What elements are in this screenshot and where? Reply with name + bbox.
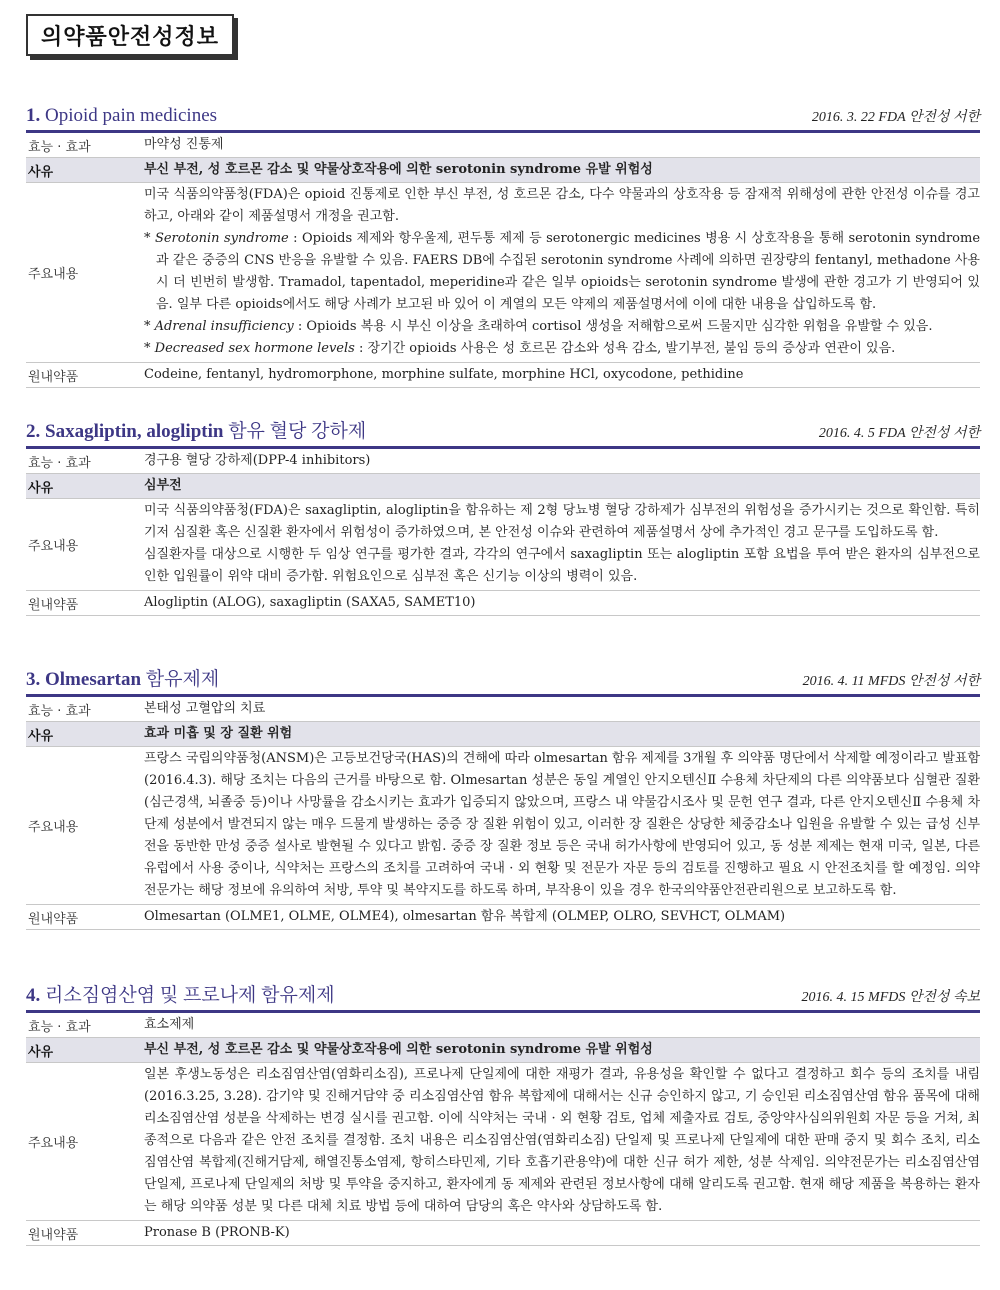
- reason-label: 사유: [28, 164, 54, 180]
- section-header: [26, 420, 980, 449]
- content-intro: 미국 식품의약품청(FDA)은 opioid 진통제로 인한 부신 부전, 성 호르몬 감소, 다수 약물과의 상호작용 등 잠재적 위해성에 관한 안전성 이슈를 경고하고, 아래와 같이 제품설명서 개정을 권고함.: [144, 187, 980, 224]
- efficacy-row: [26, 697, 980, 722]
- bullet-mark: *: [144, 341, 155, 356]
- bullet-term: Adrenal insufficiency: [154, 319, 294, 334]
- content-bullet: [144, 316, 980, 338]
- reason-label: 사유: [28, 728, 54, 744]
- efficacy-row: [26, 449, 980, 474]
- efficacy-row: [26, 1013, 980, 1038]
- bullet-text: : Opioids 제제와 항우울제, 편두통 제제 등 serotonergic medicines 병용 시 상호작용을 통해 serotonin syndrome과 같은 중증의 CNS 반응을 유발할 수 있음. FAERS DB에 수집된 serotonin syndrome 사례에 의하면 권장량의 fentanyl, methadone 사용 시 더 빈번히 발생함. Tramadol, tapentadol, meperidine과 같은 일부 opioids는 serotonin syndrome 발생에 관한 경고가 기 반영되어 있음. 일부 다른 opioids에서도 해당 사례가 보고된 바 있어 이 계열의 모든 약제의 제품설명서에 이에 대한 내용을 삽입하도록 함.: [156, 231, 981, 312]
- content-intro: 프랑스 국립의약품청(ANSM)은 고등보건당국(HAS)의 견해에 따라 olmesartan 함유 제제를 3개월 후 의약품 명단에서 삭제할 예정이라고 발표함(2016.4.3). 해당 조치는 다음의 근거를 바탕으로 함. Olmesartan 성분은 동일 계열인 안지오텐신Ⅱ 수용체 차단제의 다른 의약품보다 심혈관 질환(심근경색, 뇌졸중 등)이나 사망률을 감소시키는 효과가 입증되지 않았으며, 프랑스 내 약물감시조사 및 문헌 연구 결과, 다른 안지오텐신Ⅱ 수용체 차단제 성분에서 발견되지 않는 매우 드물게 발생하는 중증 장 질환 위험이 있고, 이러한 장 질환은 상당한 체중감소나 입원을 유발할 수 있는 급성 신부전을 동반한 만성 중증 설사로 발현될 수 있다고 밝힘. 중증 장 질환 정보 등은 국내 허가사항에 반영되어 있고, 동 성분 제제는 현재 미국, 일본, 다른 유럽에서 사용 중이나, 식약처는 프랑스의 조치를 고려하여 국내 · 외 현황 및 전문가 자문 등의 검토를 진행하고 필요 시 안전조치를 할 예정임. 의약전문가는 해당 정보에 유의하여 처방, 투약 및 복약지도를 하도록 하며, 부작용이 있을 경우 한국의약품안전관리원으로 보고하도록 함.: [144, 751, 980, 898]
- drugs-row: [26, 363, 980, 388]
- efficacy-value: 마약성 진통제: [144, 137, 224, 152]
- drugs-row: [26, 1221, 980, 1246]
- drugs-label: 원내약품: [28, 1227, 79, 1243]
- section-header: [26, 668, 980, 697]
- reason-row: [26, 474, 980, 499]
- content-label: 주요내용: [28, 820, 79, 835]
- content-value: [144, 1063, 980, 1220]
- section-title-text: 리소짐염산염 및 프로나제 함유제제: [45, 985, 335, 1006]
- bullet-text: : 장기간 opioids 사용은 성 호르몬 감소와 성욕 감소, 발기부전, 불임 등의 증상과 연관이 있음.: [354, 341, 896, 356]
- content-value: [144, 499, 980, 590]
- section-number: 1.: [26, 105, 41, 126]
- content-row: [26, 747, 980, 905]
- section-opioid: [26, 104, 980, 388]
- efficacy-value: 본태성 고혈압의 치료: [144, 701, 266, 716]
- content-value: [144, 747, 980, 904]
- section-title-bold: Olmesartan: [45, 669, 142, 690]
- section-title-bold: Saxagliptin, alogliptin: [45, 421, 224, 442]
- bullet-term: Serotonin syndrome: [154, 231, 289, 246]
- reason-value: 부신 부전, 성 호르몬 감소 및 약물상호작용에 의한 serotonin syndrome 유발 위험성: [144, 162, 653, 177]
- drugs-row: [26, 591, 980, 616]
- section-title-text: Opioid pain medicines: [45, 105, 218, 126]
- reason-row: [26, 722, 980, 747]
- drugs-label: 원내약품: [28, 911, 79, 927]
- reason-value: 부신 부전, 성 호르몬 감소 및 약물상호작용에 의한 serotonin syndrome 유발 위험성: [144, 1042, 653, 1057]
- page-title: 의약품안전성정보: [26, 14, 234, 56]
- section-date: 2016. 4. 15 MFDS 안전성 속보: [801, 990, 980, 1005]
- reason-value: 심부전: [144, 478, 182, 493]
- efficacy-value: 효소제제: [144, 1017, 195, 1032]
- reason-value: 효과 미흡 및 장 질환 위험: [144, 726, 293, 741]
- content-intro: 미국 식품의약품청(FDA)은 saxagliptin, alogliptin을 함유하는 제 2형 당뇨병 혈당 강하제가 심부전의 위험성을 증가시키는 것으로 확인함. 특히 기저 심질환 혹은 신질환 환자에서 위험성이 증가하였으며, 본 안전성 이슈와 관련하여 제품설명서 상에 추가적인 경고 문구를 도입하도록 함.: [144, 503, 980, 540]
- content-intro: 일본 후생노동성은 리소짐염산염(염화리소짐), 프로나제 단일제에 대한 재평가 결과, 유용성을 확인할 수 없다고 결정하고 회수 등의 조치를 내림(2016.3.25, 3.28). 감기약 및 진해거담약 중 리소짐염산염 함유 복합제에 대해서는 신규 승인하지 않고, 기 승인된 리소짐염산염 함유 품목에 대해 리소짐염산염 성분을 삭제하는 변경 실시를 권고함. 이에 식약처는 국내 · 외 현황 검토, 업체 제출자료 검토, 중앙약사심의위원회 자문 등을 거쳐, 최종적으로 다음과 같은 안전 조치를 결정함. 조치 내용은 리소짐염산염(염화리소짐) 단일제 및 프로나제 단일제에 대한 판매 중지 및 회수 조치, 리소짐염산염 복합제(진해거담제, 해열진통소염제, 항히스타민제, 기타 호흡기관용약)에 대한 신규 허가 제한, 성분 삭제임. 의약전문가는 리소짐염산염 단일제, 프로나제 단일제의 처방 및 투약을 중지하고, 환자에게 동 제제와 관련된 정보사항에 대해 알리도록 권고함. 현재 해당 제품을 복용하는 환자는 해당 의약품 성분 및 다른 대체 치료 방법 등에 대하여 담당의 혹은 약사와 상담하도록 함.: [144, 1067, 980, 1214]
- content-label: 주요내용: [28, 267, 79, 282]
- reason-row: [26, 1038, 980, 1063]
- content-label: 주요내용: [28, 1136, 79, 1151]
- content-bullet: [144, 228, 980, 316]
- drugs-row: [26, 905, 980, 930]
- drugs-value: Alogliptin (ALOG), saxagliptin (SAXA5, SAMET10): [144, 595, 476, 610]
- section-header: [26, 984, 980, 1013]
- bullet-mark: *: [144, 319, 155, 334]
- content-paragraph: 심질환자를 대상으로 시행한 두 임상 연구를 평가한 결과, 각각의 연구에서 saxagliptin 또는 alogliptin 포함 요법을 투여 받은 환자의 심부전으로 인한 입원률이 위약 대비 증가함. 위험요인으로 심부전 혹은 신기능 이상의 병력이 있음.: [144, 547, 980, 584]
- drugs-label: 원내약품: [28, 597, 79, 613]
- efficacy-label: 효능 · 효과: [28, 1019, 91, 1035]
- content-label: 주요내용: [28, 539, 79, 554]
- efficacy-label: 효능 · 효과: [28, 139, 91, 155]
- reason-row: [26, 158, 980, 183]
- section-header: [26, 104, 980, 133]
- reason-label: 사유: [28, 1044, 54, 1060]
- efficacy-row: [26, 133, 980, 158]
- section-number: 3.: [26, 669, 41, 690]
- section-title: [26, 105, 217, 127]
- section-title: [26, 664, 219, 691]
- section-title-text: 함유제제: [141, 669, 220, 690]
- efficacy-label: 효능 · 효과: [28, 455, 91, 471]
- content-value: [144, 183, 980, 362]
- bullet-text: : Opioids 복용 시 부신 이상을 초래하여 cortisol 생성을 저해함으로써 드물지만 심각한 위험을 유발할 수 있음.: [293, 319, 933, 334]
- section-title: [26, 416, 366, 443]
- efficacy-value: 경구용 혈당 강하제(DPP-4 inhibitors): [144, 453, 371, 468]
- drugs-value: Pronase B (PRONB-K): [144, 1225, 290, 1240]
- section-title-text: 함유 혈당 강하제: [223, 421, 367, 442]
- section-saxagliptin: [26, 420, 980, 616]
- section-date: 2016. 4. 5 FDA 안전성 서한: [818, 426, 980, 441]
- drugs-value: Codeine, fentanyl, hydromorphone, morphine sulfate, morphine HCl, oxycodone, pethidine: [144, 367, 744, 382]
- bullet-mark: *: [144, 231, 155, 246]
- section-number: 4.: [26, 985, 41, 1006]
- section-olmesartan: [26, 668, 980, 930]
- efficacy-label: 효능 · 효과: [28, 703, 91, 719]
- content-row: [26, 183, 980, 363]
- section-title: [26, 980, 335, 1007]
- bullet-term: Decreased sex hormone levels: [154, 341, 355, 356]
- drugs-value: Olmesartan (OLME1, OLME, OLME4), olmesartan 함유 복합제 (OLMEP, OLRO, SEVHCT, OLMAM): [144, 909, 786, 924]
- content-bullet: [144, 338, 980, 360]
- section-number: 2.: [26, 421, 41, 442]
- reason-label: 사유: [28, 480, 54, 496]
- content-row: [26, 499, 980, 591]
- section-date: 2016. 4. 11 MFDS 안전성 서한: [802, 674, 980, 689]
- section-date: 2016. 3. 22 FDA 안전성 서한: [811, 110, 980, 125]
- content-row: [26, 1063, 980, 1221]
- section-lysozyme: [26, 984, 980, 1246]
- drugs-label: 원내약품: [28, 369, 79, 385]
